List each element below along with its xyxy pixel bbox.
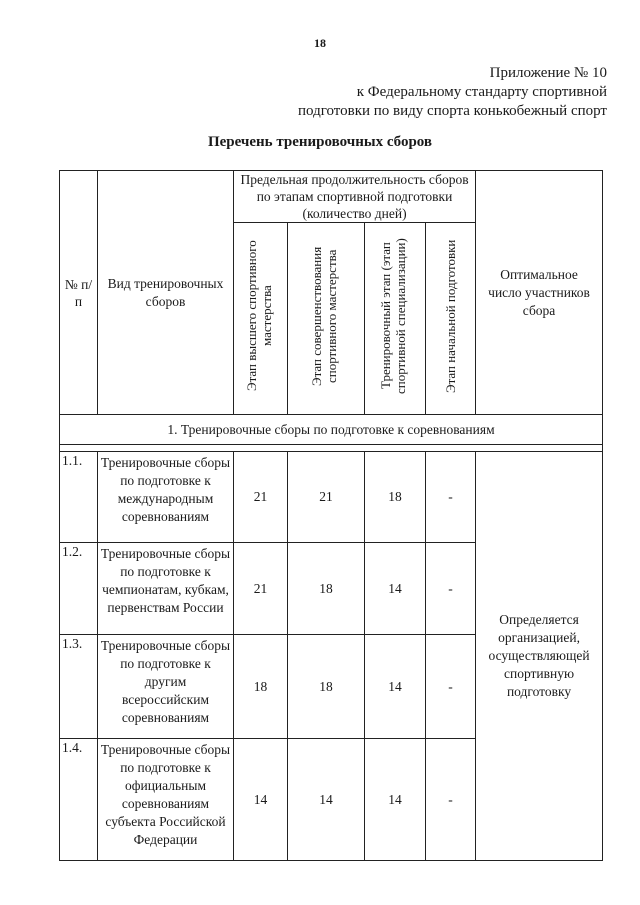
header-stage-1 xyxy=(234,223,288,415)
row-num: 1.3. xyxy=(60,635,98,739)
header-stage-3 xyxy=(365,223,426,415)
row-type: Тренировочные сборы по подготовке к чемпионатам, кубкам, первенствам России xyxy=(98,543,234,635)
row-num: 1.1. xyxy=(60,452,98,543)
section-row xyxy=(60,415,603,445)
row-num: 1.4. xyxy=(60,739,98,861)
row-stage-1: 21 xyxy=(234,543,288,635)
row-num: 1.2. xyxy=(60,543,98,635)
section-title: 1. Тренировочные сборы по подготовке к соревнованиям xyxy=(167,421,495,437)
header-stage-2-label: Этап совершенствования спортивного мастерства xyxy=(309,246,339,386)
row-stage-1: 18 xyxy=(234,635,288,739)
header-optimal-label: Оптимальное число участников сбора xyxy=(488,266,590,318)
header-type-label: Вид тренировочных сборов xyxy=(107,275,224,309)
row-stage-2: 18 xyxy=(288,635,365,739)
row-stage-4: - xyxy=(426,452,476,543)
row-type: Тренировочные сборы по подготовке к международным соревнованиям xyxy=(98,452,234,543)
header-num-label: № п/п xyxy=(64,276,93,309)
header-stage-4-label: Этап начальной подготовки xyxy=(443,239,459,393)
row-stage-3: 14 xyxy=(365,635,426,739)
row-stage-4: - xyxy=(426,635,476,739)
header-stage-4 xyxy=(426,223,476,415)
header-optimal xyxy=(476,171,603,415)
document-title: Перечень тренировочных сборов xyxy=(207,134,433,150)
row-stage-2: 14 xyxy=(288,739,365,861)
row-stage-4: - xyxy=(426,739,476,861)
header-num xyxy=(60,171,98,415)
appendix-line-2: к Федеральному стандарту спортивной xyxy=(356,84,607,100)
optimal-value-cell xyxy=(476,452,603,861)
training-camps-table xyxy=(59,170,603,861)
appendix-header xyxy=(207,64,607,121)
page-number: 18 xyxy=(314,36,326,50)
row-type: Тренировочные сборы по подготовке к официальным соревнованиям субъекта Российской Федерации xyxy=(98,739,234,861)
header-duration-label: Предельная продолжительность сборов по этапам спортивной подготовки (количество дней) xyxy=(240,172,469,221)
header-stage-3-label: Тренировочный этап (этап спортивной специализации) xyxy=(378,238,408,394)
row-stage-2: 21 xyxy=(288,452,365,543)
header-stage-2 xyxy=(288,223,365,415)
row-stage-1: 14 xyxy=(234,739,288,861)
header-duration-group xyxy=(234,171,476,223)
row-stage-1: 21 xyxy=(234,452,288,543)
row-stage-4: - xyxy=(426,543,476,635)
row-stage-3: 14 xyxy=(365,739,426,861)
row-type: Тренировочные сборы по подготовке к другим всероссийским соревнованиям xyxy=(98,635,234,739)
optimal-value: Определяется организацией, осуществляющей спортивную подготовку xyxy=(488,612,590,699)
header-type xyxy=(98,171,234,415)
row-stage-3: 18 xyxy=(365,452,426,543)
row-stage-3: 14 xyxy=(365,543,426,635)
row-stage-2: 18 xyxy=(288,543,365,635)
appendix-line-3: подготовки по виду спорта конькобежный спорт xyxy=(297,103,607,119)
appendix-line-1: Приложение № 10 xyxy=(489,65,607,81)
table-row xyxy=(60,452,603,543)
header-stage-1-label: Этап высшего спортивного мастерства xyxy=(243,240,274,392)
